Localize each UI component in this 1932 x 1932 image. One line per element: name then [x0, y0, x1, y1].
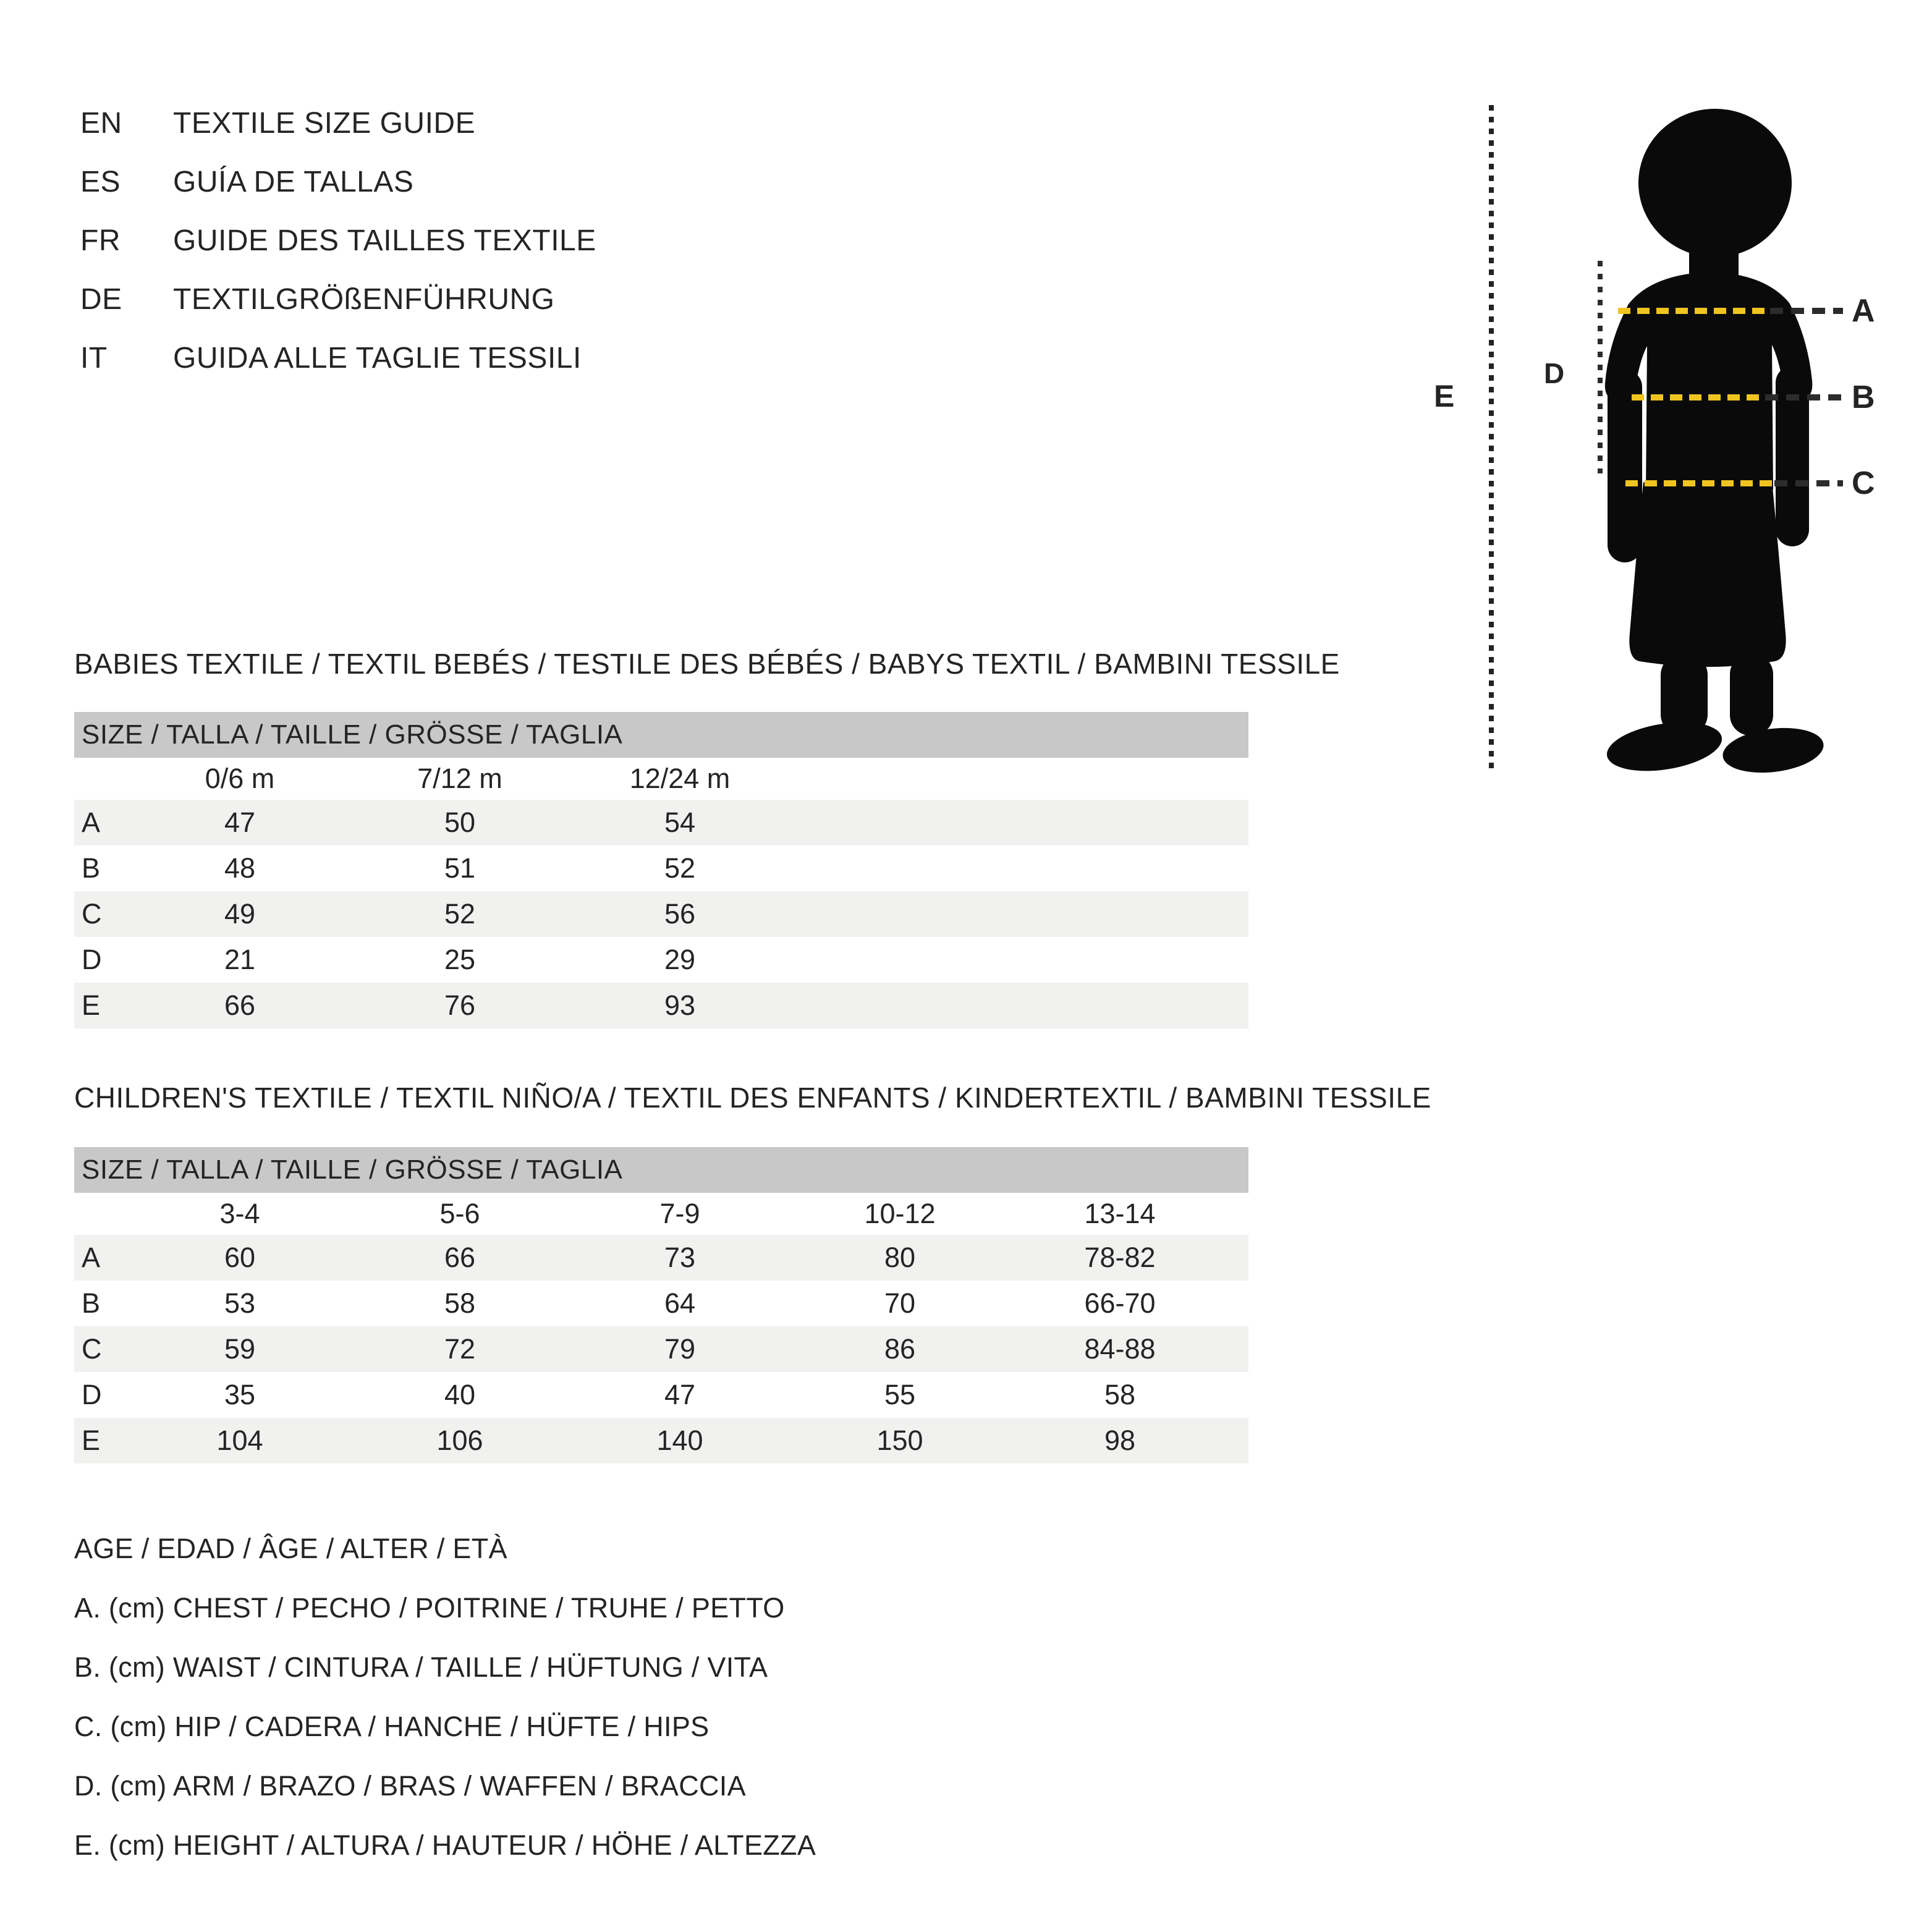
row-label: A	[82, 1242, 101, 1273]
language-title-list	[80, 94, 596, 388]
value-cell: 64	[664, 1287, 696, 1319]
value-cell: 21	[224, 944, 256, 975]
value-cell: 106	[436, 1425, 483, 1456]
child-silhouette-icon	[1591, 104, 1826, 774]
column-header: 13-14	[1084, 1198, 1156, 1229]
value-cell: 55	[884, 1379, 916, 1410]
value-cell: 93	[664, 989, 696, 1021]
value-cell: 49	[224, 898, 256, 930]
value-cell: 104	[216, 1425, 263, 1456]
value-cell: 150	[876, 1425, 923, 1456]
value-cell: 78-82	[1084, 1242, 1156, 1273]
language-code: IT	[80, 342, 108, 375]
language-row	[80, 329, 596, 388]
row-label: E	[82, 989, 101, 1021]
children-column-header-row	[74, 1193, 1248, 1235]
chest-measure-line	[1618, 308, 1768, 314]
language-title: TEXTILE SIZE GUIDE	[173, 107, 476, 140]
value-cell: 58	[1104, 1379, 1136, 1410]
figure-label-height: E	[1434, 379, 1455, 413]
table-row	[74, 1235, 1248, 1281]
column-header: 3-4	[219, 1198, 260, 1229]
figure-label-hip: C	[1852, 465, 1875, 501]
value-cell: 80	[884, 1242, 916, 1273]
table-row	[74, 891, 1248, 937]
column-header: 12/24 m	[629, 763, 731, 794]
babies-size-table	[74, 712, 1248, 1028]
row-label: D	[82, 944, 102, 975]
table-row	[74, 800, 1248, 845]
value-cell: 54	[664, 807, 696, 838]
value-cell: 79	[664, 1333, 696, 1365]
language-title: GUIDA ALLE TAGLIE TESSILI	[173, 342, 582, 375]
language-code: DE	[80, 283, 122, 316]
figure-label-arm: D	[1544, 357, 1565, 389]
row-label: D	[82, 1379, 102, 1410]
legend-hip: C. (cm) HIP / CADERA / HANCHE / HÜFTE / HIPS	[74, 1711, 710, 1742]
hip-measure-leader-line	[1774, 480, 1843, 486]
legend-height: E. (cm) HEIGHT / ALTURA / HAUTEUR / HÖHE / ALTEZZA	[74, 1829, 816, 1861]
value-cell: 53	[224, 1287, 256, 1319]
measurement-legend	[74, 1519, 816, 1875]
column-header: 7/12 m	[417, 763, 502, 794]
value-cell: 52	[444, 898, 476, 930]
value-cell: 86	[884, 1333, 916, 1365]
value-cell: 73	[664, 1242, 696, 1273]
value-cell: 56	[664, 898, 696, 930]
waist-measure-leader-line	[1765, 394, 1843, 400]
value-cell: 76	[444, 989, 476, 1021]
height-measure-dotted-line	[1489, 105, 1494, 771]
hip-measure-line	[1625, 480, 1772, 486]
table-row	[74, 1326, 1248, 1372]
language-code: EN	[80, 107, 122, 140]
value-cell: 70	[884, 1287, 916, 1319]
table-row	[74, 1418, 1248, 1464]
figure-label-waist: B	[1852, 379, 1875, 415]
value-cell: 66-70	[1084, 1287, 1156, 1319]
row-label: B	[82, 1287, 101, 1319]
figure-label-chest: A	[1852, 293, 1875, 329]
value-cell: 50	[444, 807, 476, 838]
babies-size-header-bar: SIZE / TALLA / TAILLE / GRÖSSE / TAGLIA	[74, 712, 1248, 758]
language-title: TEXTILGRÖßENFÜHRUNG	[173, 283, 555, 316]
row-label: A	[82, 807, 101, 838]
language-title: GUIDE DES TAILLES TEXTILE	[173, 224, 596, 257]
table-row	[74, 1372, 1248, 1418]
language-code: ES	[80, 166, 121, 198]
value-cell: 58	[444, 1287, 476, 1319]
value-cell: 51	[444, 852, 476, 884]
children-section-title: CHILDREN'S TEXTILE / TEXTIL NIÑO/A / TEXTIL DES ENFANTS / KINDERTEXTIL / BAMBINI TESSILE	[74, 1082, 1431, 1114]
table-row	[74, 983, 1248, 1028]
value-cell: 98	[1104, 1425, 1136, 1456]
value-cell: 59	[224, 1333, 256, 1365]
column-header: 10-12	[864, 1198, 936, 1229]
babies-section-title: BABIES TEXTILE / TEXTIL BEBÉS / TESTILE DES BÉBÉS / BABYS TEXTIL / BAMBINI TESSILE	[74, 648, 1340, 680]
legend-waist: B. (cm) WAIST / CINTURA / TAILLE / HÜFTUNG / VITA	[74, 1651, 768, 1683]
value-cell: 66	[224, 989, 256, 1021]
column-header: 0/6 m	[205, 763, 275, 794]
language-code: FR	[80, 224, 121, 257]
row-label: C	[82, 1333, 102, 1365]
value-cell: 60	[224, 1242, 256, 1273]
row-label: B	[82, 852, 101, 884]
value-cell: 47	[224, 807, 256, 838]
column-header: 7-9	[659, 1198, 700, 1229]
table-row	[74, 1281, 1248, 1326]
value-cell: 140	[656, 1425, 703, 1456]
value-cell: 25	[444, 944, 476, 975]
children-size-table	[74, 1147, 1248, 1464]
value-cell: 29	[664, 944, 696, 975]
value-cell: 52	[664, 852, 696, 884]
legend-age: AGE / EDAD / ÂGE / ALTER / ETÀ	[74, 1533, 507, 1564]
column-header: 5-6	[439, 1198, 480, 1229]
value-cell: 47	[664, 1379, 696, 1410]
legend-arm: D. (cm) ARM / BRAZO / BRAS / WAFFEN / BRACCIA	[74, 1770, 746, 1802]
row-label: C	[82, 898, 102, 930]
language-row	[80, 153, 596, 211]
language-row	[80, 211, 596, 270]
value-cell: 66	[444, 1242, 476, 1273]
children-size-header-bar: SIZE / TALLA / TAILLE / GRÖSSE / TAGLIA	[74, 1147, 1248, 1193]
table-row	[74, 845, 1248, 891]
table-row	[74, 937, 1248, 983]
value-cell: 72	[444, 1333, 476, 1365]
language-row	[80, 94, 596, 153]
language-row	[80, 270, 596, 329]
waist-measure-line	[1632, 394, 1763, 400]
row-label: E	[82, 1425, 101, 1456]
value-cell: 84-88	[1084, 1333, 1156, 1365]
value-cell: 35	[224, 1379, 256, 1410]
language-title: GUÍA DE TALLAS	[173, 166, 414, 198]
value-cell: 40	[444, 1379, 476, 1410]
value-cell: 48	[224, 852, 256, 884]
legend-chest: A. (cm) CHEST / PECHO / POITRINE / TRUHE / PETTO	[74, 1592, 785, 1624]
babies-column-header-row	[74, 758, 1248, 800]
arm-measure-dotted-line	[1598, 261, 1603, 473]
chest-measure-leader-line	[1770, 308, 1843, 314]
